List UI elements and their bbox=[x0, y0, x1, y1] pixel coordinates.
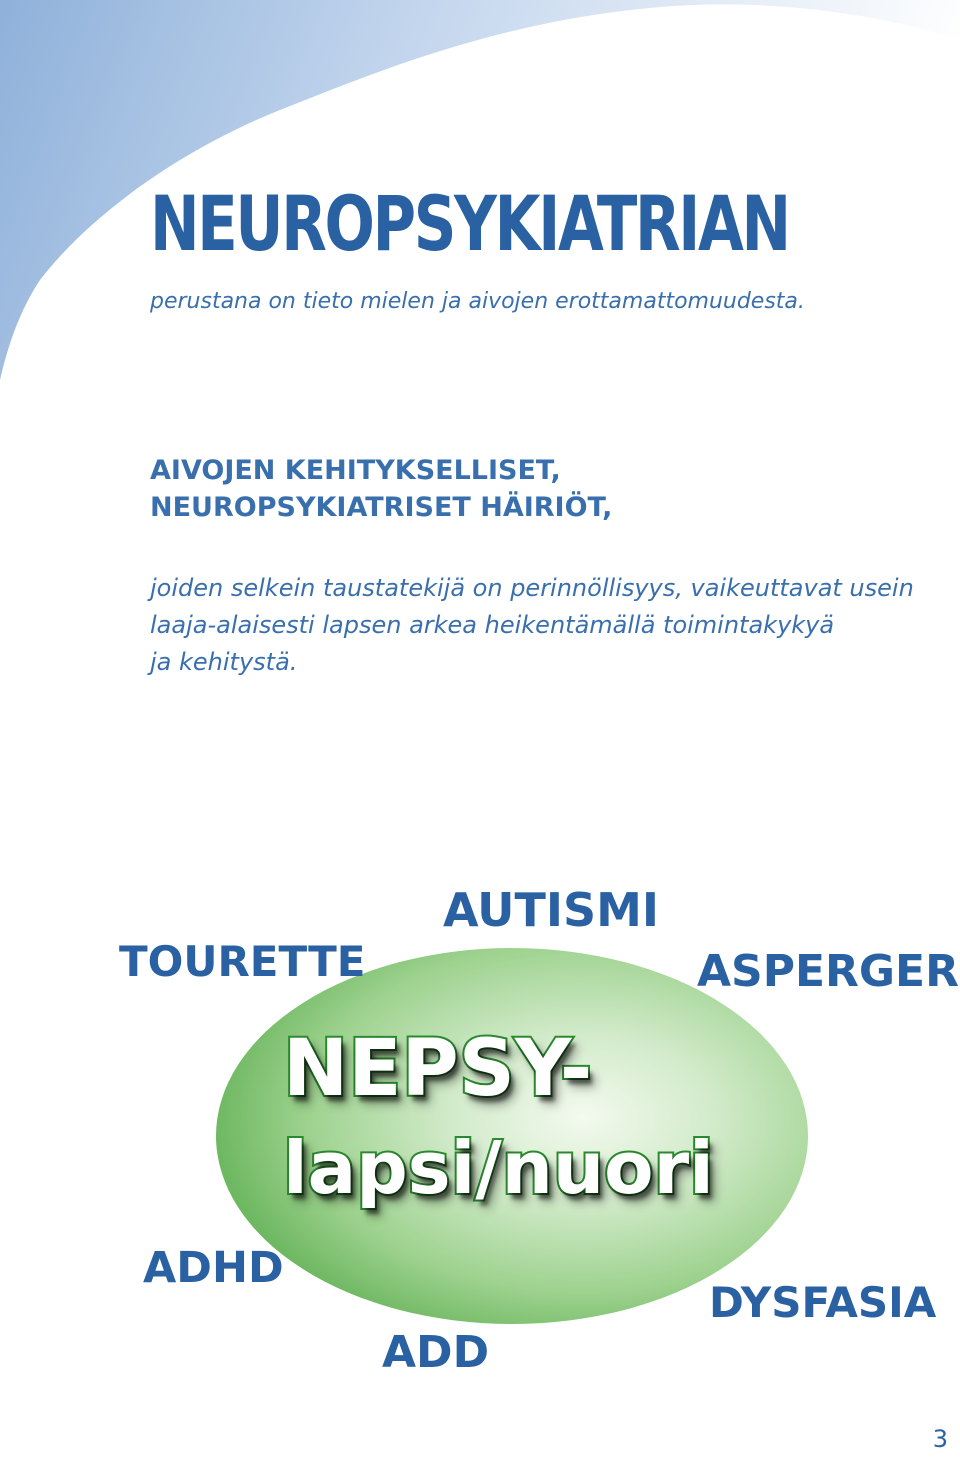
condition-asperger: ASPERGER bbox=[697, 946, 959, 997]
nepsy-label: NEPSY- bbox=[283, 1024, 593, 1114]
condition-add: ADD bbox=[382, 1327, 490, 1378]
section-heading-line: AIVOJEN KEHITYKSELLISET, bbox=[150, 455, 561, 486]
condition-dysfasia: DYSFASIA bbox=[709, 1278, 937, 1327]
condition-adhd: ADHD bbox=[143, 1243, 284, 1293]
condition-tourette: TOURETTE bbox=[119, 937, 366, 986]
page-subtitle: perustana on tieto mielen ja aivojen erottamattomuudesta. bbox=[150, 289, 805, 314]
section-heading-line: NEUROPSYKIATRISET HÄIRIÖT, bbox=[150, 492, 613, 523]
condition-autismi: AUTISMI bbox=[443, 883, 660, 937]
section-heading bbox=[150, 452, 612, 526]
section-body-line: ja kehitystä. bbox=[150, 648, 298, 676]
section-body bbox=[150, 570, 950, 681]
page-number: 3 bbox=[932, 1425, 948, 1453]
page-title: NEUROPSYKIATRIAN bbox=[150, 179, 789, 268]
section-body-line: joiden selkein taustatekijä on perinnöllisyys, vaikeuttavat usein bbox=[150, 574, 914, 602]
section-body-line: laaja-alaisesti lapsen arkea heikentämällä toimintakykyä bbox=[150, 611, 835, 639]
lapsi-nuori-label: lapsi/nuori bbox=[283, 1126, 714, 1210]
